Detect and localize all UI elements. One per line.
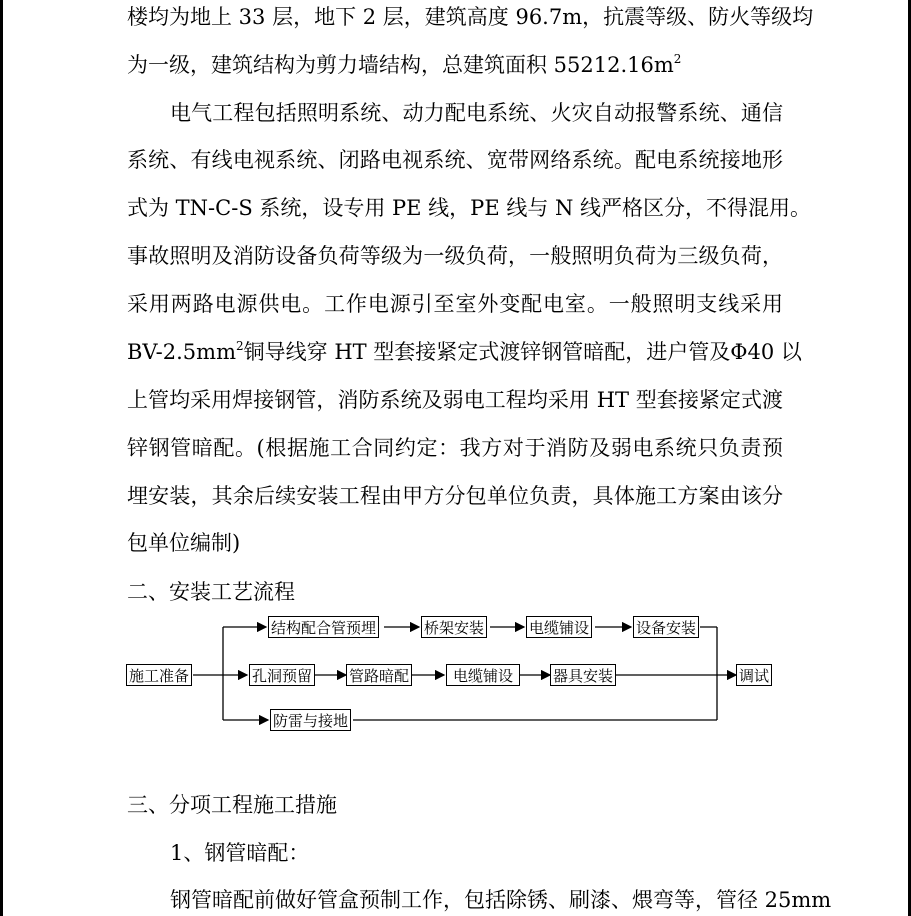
flow-row2-step3: 电缆铺设 (446, 664, 520, 686)
flow-end-box: 调试 (736, 664, 772, 686)
section3-title: 三、分项工程施工措施 (127, 793, 337, 817)
section2-title: 二、安装工艺流程 (127, 580, 295, 604)
paragraph2-line7: 上管均采用焊接钢管，消防系统及弱电工程均采用 HT 型套接紧定式渡 (127, 388, 783, 412)
flow-row2-step1: 孔洞预留 (249, 664, 315, 686)
flow-row1-step4: 设备安装 (633, 616, 699, 638)
paragraph1-line2-text: 为一级，建筑结构为剪力墙结构，总建筑面积 55212.16m (127, 53, 674, 77)
subsection1-title: 1、钢管暗配： (170, 841, 310, 865)
paragraph3-line1: 钢管暗配前做好管盒预制工作，包括除锈、刷漆、煨弯等，管径 25mm (170, 888, 832, 912)
flow-row1-step3: 电缆铺设 (526, 616, 592, 638)
flow-start-box: 施工准备 (126, 664, 192, 686)
paragraph2-line1: 电气工程包括照明系统、动力配电系统、火灾自动报警系统、通信 (170, 101, 783, 125)
area-superscript: 2 (673, 52, 682, 66)
flow-row2-step2: 管路暗配 (346, 664, 412, 686)
paragraph2-line4: 事故照明及消防设备负荷等级为一级负荷，一般照明负荷为三级负荷， (127, 244, 783, 268)
paragraph2-line2: 系统、有线电视系统、闭路电视系统、宽带网络系统。配电系统接地形 (127, 148, 783, 172)
wire-superscript: 2 (236, 339, 244, 353)
paragraph1-line1: 楼均为地上 33 层，地下 2 层，建筑高度 96.7m，抗震等级、防火等级均 (127, 5, 814, 29)
paragraph2-line6-a: BV-2.5mm (127, 340, 236, 364)
paragraph2-line6-b: 铜导线穿 HT 型套接紧定式渡锌钢管暗配，进户管及Φ40 以 (243, 340, 802, 364)
paragraph2-line8: 锌钢管暗配。(根据施工合同约定：我方对于消防及弱电系统只负责预 (127, 436, 783, 460)
paragraph2-line10: 包单位编制) (127, 531, 241, 555)
flow-row1-step2: 桥架安装 (421, 616, 487, 638)
flow-row1-step1: 结构配合管预埋 (268, 616, 379, 638)
paragraph2-line9: 埋安装，其余后续安装工程由甲方分包单位负责，具体施工方案由该分 (127, 484, 783, 508)
flow-row2-step4: 器具安装 (550, 664, 616, 686)
paragraph2-line5: 采用两路电源供电。工作电源引至室外变配电室。一般照明支线采用 (127, 292, 783, 316)
paragraph2-line3: 式为 TN-C-S 系统，设专用 PE 线，PE 线与 N 线严格区分，不得混用。 (127, 196, 812, 220)
flow-row3-step1: 防雷与接地 (270, 709, 351, 731)
